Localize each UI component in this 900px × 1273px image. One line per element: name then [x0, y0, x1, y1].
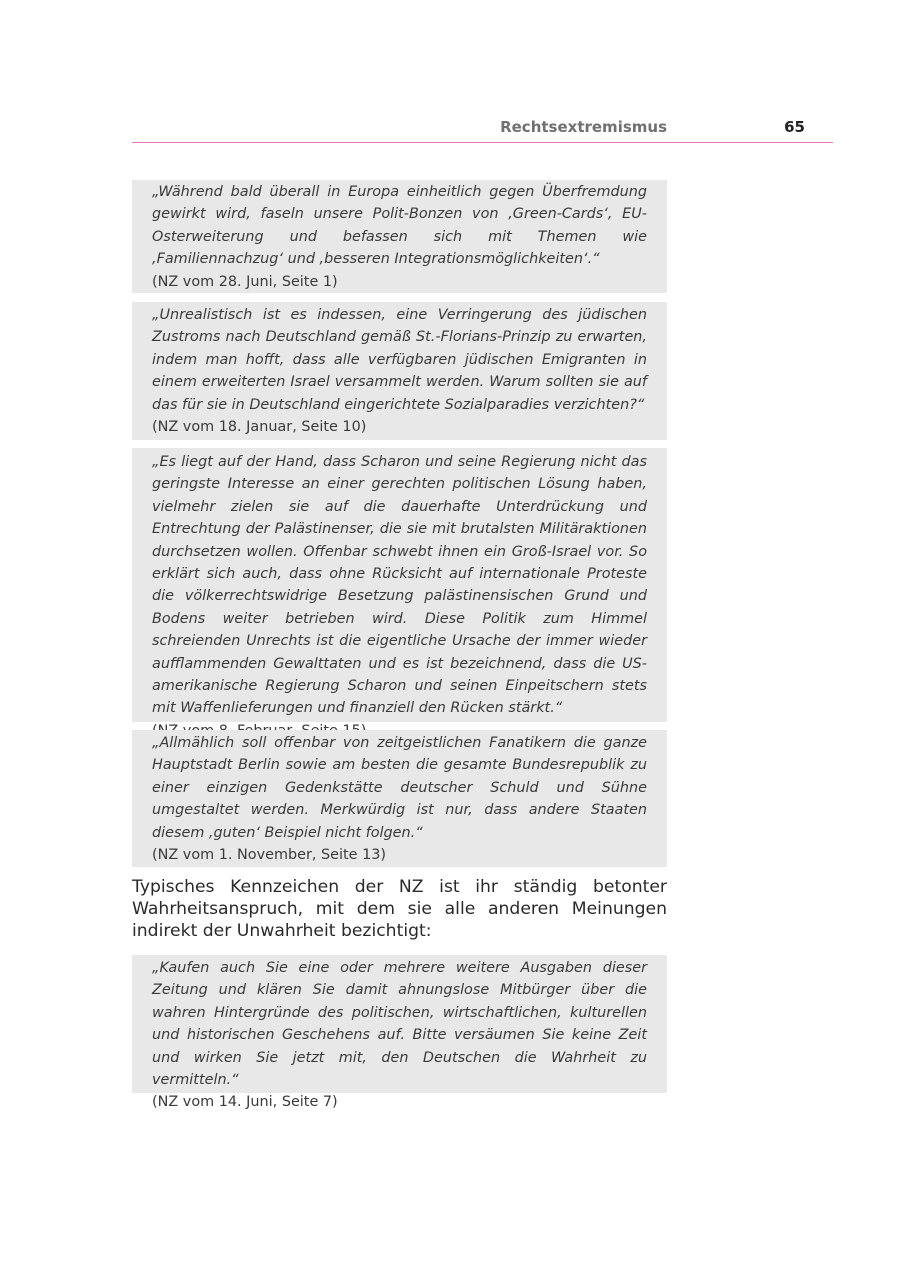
quote-text: „Während bald überall in Europa einheitlich gegen Überfremdung gewirkt wird, faseln unsere Polit-Bonzen von ‚Green-Cards‘, EU-Osterweiterung und befassen sich mit Themen wie ‚Familiennachzug‘ und ‚besseren Integrationsmöglichkeiten‘.“ — [152, 184, 647, 268]
quote-source: (NZ vom 14. Juni, Seite 7) — [152, 1094, 338, 1111]
quote-box — [132, 448, 667, 722]
quote-text: „Es liegt auf der Hand, dass Scharon und seine Regierung nicht das geringste Interesse an einer gerechten politischen Lösung haben, vielmehr zielen sie auf die dauerhafte Unterdrückung und Entrechtung der Palästinenser, die sie mit brutalsten Militäraktionen durchsetzen wollen. Offenbar schwebt ihnen ein Groß-Israel vor. So erklärt sich auch, dass ohne Rücksicht auf internationale Proteste die völkerrechtswidrige Besetzung palästinensischen Grund und Bodens weiter betrieben wird. Diese Politik zum Himmel schreienden Unrechts ist die eigentliche Ursache der immer wieder aufflammenden Gewalttaten und es ist bezeichnend, dass die US-amerikanische Regierung Scharon und seinen Einpeitschern stets mit Waffenlieferungen und finanziell den Rücken stärkt.“ — [152, 454, 647, 717]
quote-box — [132, 955, 667, 1111]
quote-box — [132, 180, 667, 293]
quote-text: „Kaufen auch Sie eine oder mehrere weitere Ausgaben dieser Zeitung und klären Sie damit ahnungslose Mitbürger über die wahren Hintergründe des politischen, wirtschaftlichen, kulturellen und historischen Geschehens auf. Bitte versäumen Sie keine Zeit und wirken Sie jetzt mit, den Deutschen die Wahrheit zu vermitteln.“ — [152, 960, 647, 1089]
quote-box — [132, 730, 667, 867]
section-title: Rechtsextremismus — [500, 118, 667, 136]
body-paragraph: Typisches Kennzeichen der NZ ist ihr ständig betonter Wahrheitsanspruch, mit dem sie alle anderen Meinungen indirekt der Unwahrheit bezichtigt: — [132, 877, 667, 941]
quote-source: (NZ vom 1. November, Seite 13) — [152, 847, 387, 864]
quote-text: „Unrealistisch ist es indessen, eine Verringerung des jüdischen Zustroms nach Deutschland gemäß St.-Florians-Prinzip zu erwarten, indem man hofft, dass alle verfügbaren jüdischen Emigranten in einem erweiterten Israel versammelt werden. Warum sollten sie auf das für sie in Deutschland eingerichtete Sozialparadies verzichten?“ — [152, 307, 647, 413]
quote-source: (NZ vom 28. Juni, Seite 1) — [152, 273, 338, 290]
page-number: 65 — [784, 118, 805, 136]
quote-source: (NZ vom 18. Januar, Seite 10) — [152, 419, 367, 436]
quote-text: „Allmählich soll offenbar von zeitgeistlichen Fanatikern die ganze Hauptstadt Berlin sowie am besten die gesamte Bundesrepublik zu einer einzigen Gedenkstätte deutscher Schuld und Sühne umgestaltet werden. Merkwürdig ist nur, dass andere Staaten diesem ‚guten‘ Beispiel nicht folgen.“ — [152, 735, 647, 841]
running-header — [132, 116, 833, 143]
quote-box — [132, 302, 667, 440]
